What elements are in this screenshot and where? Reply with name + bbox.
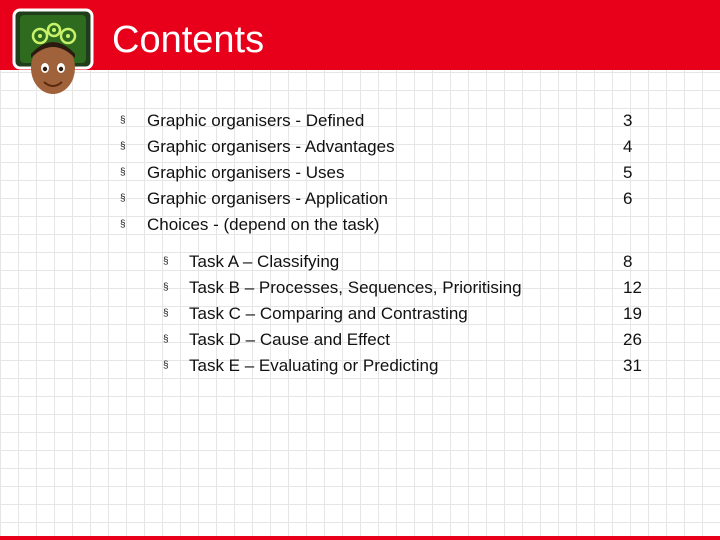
page-number: 31 [623,356,642,375]
list-item-label: Graphic organisers - Advantages [147,137,395,156]
sub-list-item-label: Task C – Comparing and Contrasting [189,304,468,323]
page-number: 19 [623,304,642,323]
page-number: 3 [623,111,633,130]
bullet-icon: § [163,256,169,267]
bullet-icon: § [120,167,126,178]
slide-title: Contents [112,19,265,61]
page-number: 26 [623,330,642,349]
page-number: 5 [623,163,633,182]
sub-list-item-label: Task E – Evaluating or Predicting [189,356,439,375]
page-number: 12 [623,278,642,297]
page-number: 4 [623,137,633,156]
cartoon-boy-with-gears-icon [10,6,96,102]
bullet-icon: § [120,193,126,204]
bottom-border [0,536,720,540]
sub-list-item-label: Task B – Processes, Sequences, Prioritising [189,278,522,297]
list-item-label: Graphic organisers - Uses [147,163,345,182]
list-item-label: Graphic organisers - Application [147,189,388,208]
bullet-icon: § [120,115,126,126]
page-number: 6 [623,189,633,208]
list-item-label: Choices - (depend on the task) [147,215,380,234]
bullet-icon: § [163,308,169,319]
sub-list-item-label: Task D – Cause and Effect [189,330,390,349]
bullet-icon: § [163,282,169,293]
sub-list-item-label: Task A – Classifying [189,252,340,271]
bullet-icon: § [120,141,126,152]
bullet-icon: § [163,334,169,345]
list-item-label: Graphic organisers - Defined [147,111,365,130]
bullet-icon: § [163,360,169,371]
bullet-icon: § [120,219,126,230]
page-number: 8 [623,252,633,271]
title-bar [0,0,720,70]
